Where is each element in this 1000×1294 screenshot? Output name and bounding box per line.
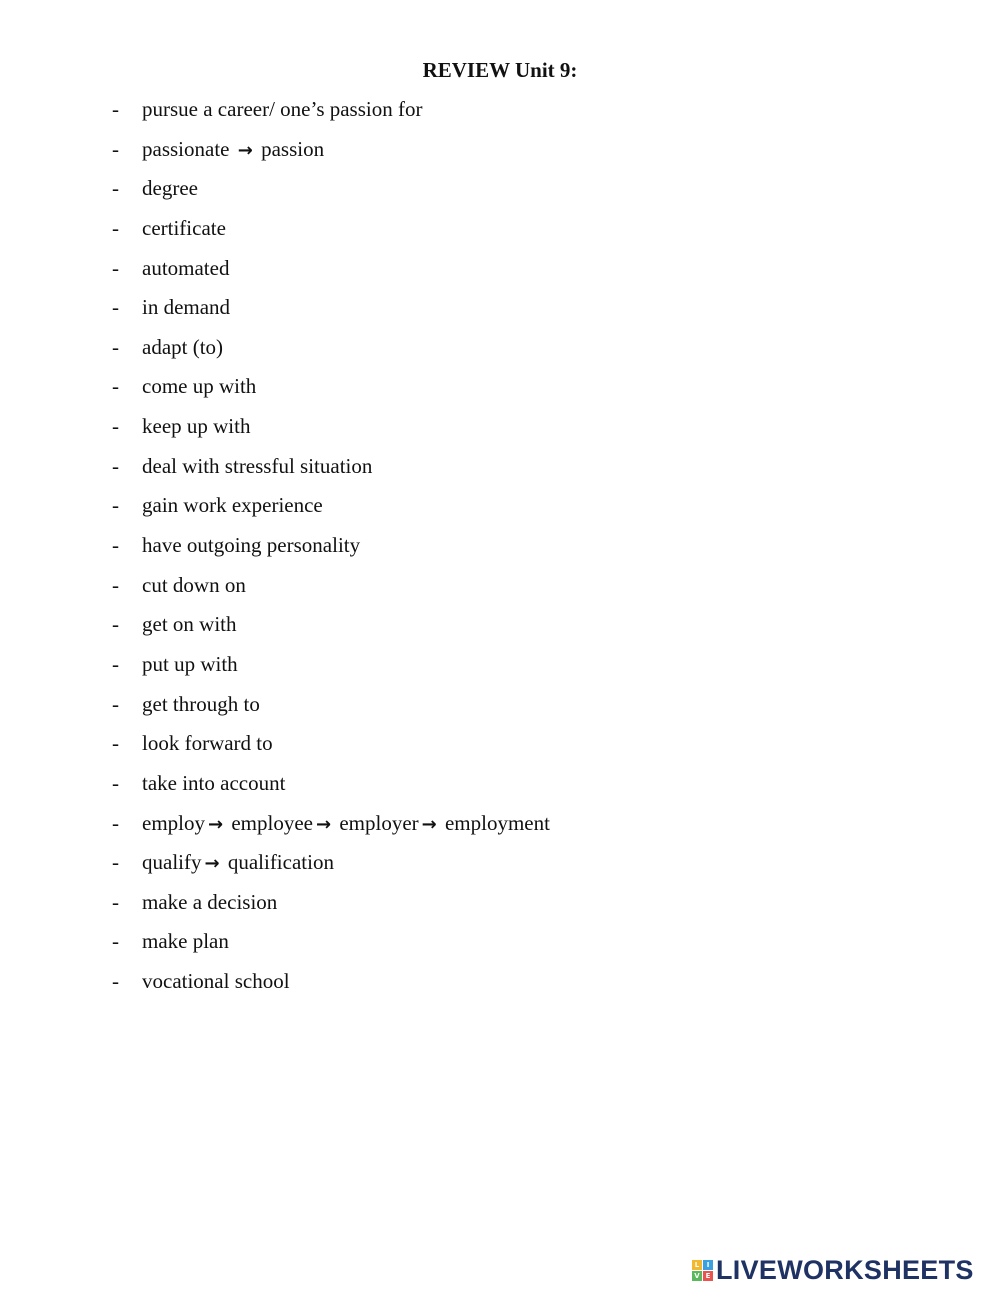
list-item — [112, 691, 550, 731]
list-item-part: deal with stressful situation — [142, 453, 373, 478]
list-item-part: adapt (to) — [142, 334, 224, 359]
list-item-part: put up with — [142, 651, 238, 676]
list-item-text — [142, 651, 238, 677]
bullet-dash: - — [112, 97, 119, 121]
logo-square: V — [692, 1271, 702, 1281]
list-item — [112, 611, 550, 651]
list-item-part: qualification — [222, 850, 334, 875]
list-item-part: certificate — [142, 215, 226, 240]
list-item — [112, 96, 550, 136]
list-item — [112, 255, 550, 295]
list-item-part: get through to — [142, 691, 260, 716]
list-item-text — [142, 294, 230, 320]
list-item-part: qualify — [142, 850, 202, 875]
list-item-part: cut down on — [142, 572, 246, 597]
list-item-text — [142, 334, 223, 360]
list-item-part: passionate — [142, 136, 235, 161]
list-item — [112, 810, 550, 850]
arrow-right-icon: → — [421, 813, 437, 835]
logo-square: L — [692, 1260, 702, 1270]
list-item — [112, 889, 550, 929]
logo-text: LIVEWORKSHEETS — [716, 1254, 974, 1285]
list-item — [112, 175, 550, 215]
list-item-part: vocational school — [142, 969, 290, 994]
list-item-part: have outgoing personality — [142, 533, 361, 558]
list-item-text — [142, 373, 256, 399]
list-item-text — [142, 572, 246, 598]
logo-square: I — [703, 1260, 713, 1270]
list-item-text — [142, 928, 229, 954]
list-item-text — [142, 770, 285, 796]
arrow-right-icon: → — [204, 853, 220, 875]
list-item-text — [142, 810, 550, 838]
bullet-dash: - — [112, 295, 119, 320]
logo-mark-icon — [692, 1260, 713, 1281]
list-item-text — [142, 492, 323, 518]
list-item-text — [142, 889, 277, 915]
list-item — [112, 849, 550, 889]
list-item-text — [142, 215, 226, 241]
bullet-dash: - — [112, 572, 119, 597]
list-item-text — [142, 413, 250, 439]
bullet-dash: - — [112, 770, 119, 795]
list-item-text — [142, 175, 198, 201]
list-item-text — [142, 136, 324, 164]
list-item — [112, 373, 550, 413]
bullet-dash: - — [112, 810, 119, 835]
list-item — [112, 136, 550, 176]
list-item-part: employer — [334, 810, 419, 835]
list-item — [112, 968, 550, 1008]
list-item-part: employment — [439, 810, 550, 835]
list-item-part: make a decision — [142, 889, 278, 914]
bullet-dash: - — [112, 691, 119, 716]
bullet-dash: - — [112, 493, 119, 518]
list-item-part: make plan — [142, 929, 229, 954]
list-item-text — [142, 691, 260, 717]
bullet-dash: - — [112, 929, 119, 954]
list-item-part: get on with — [142, 612, 237, 637]
logo-square: E — [703, 1271, 713, 1281]
list-item — [112, 928, 550, 968]
arrow-right-icon: → — [208, 813, 224, 835]
bullet-dash: - — [112, 176, 119, 201]
list-item-part: automated — [142, 255, 230, 280]
bullet-dash: - — [112, 731, 119, 756]
list-item — [112, 453, 550, 493]
list-item-text — [142, 730, 273, 756]
vocabulary-list — [112, 96, 550, 1008]
list-item-part: look forward to — [142, 731, 273, 756]
bullet-dash: - — [112, 533, 119, 558]
bullet-dash: - — [112, 651, 119, 676]
list-item-part: degree — [142, 176, 198, 201]
bullet-dash: - — [112, 969, 119, 994]
list-item — [112, 572, 550, 612]
list-item — [112, 334, 550, 374]
bullet-dash: - — [112, 136, 119, 161]
bullet-dash: - — [112, 612, 119, 637]
bullet-dash: - — [112, 334, 119, 359]
list-item — [112, 730, 550, 770]
list-item-part: keep up with — [142, 414, 251, 439]
arrow-right-icon: → — [315, 813, 332, 835]
bullet-dash: - — [112, 850, 119, 875]
list-item — [112, 651, 550, 691]
list-item-text — [142, 611, 237, 637]
list-item-text — [142, 532, 360, 558]
bullet-dash: - — [112, 889, 119, 914]
list-item-text — [142, 849, 334, 877]
list-item-part: gain work experience — [142, 493, 323, 518]
bullet-dash: - — [112, 215, 119, 240]
list-item-part: come up with — [142, 374, 257, 399]
list-item — [112, 215, 550, 255]
list-item — [112, 770, 550, 810]
bullet-dash: - — [112, 374, 119, 399]
list-item — [112, 492, 550, 532]
list-item-text — [142, 453, 372, 479]
list-item — [112, 294, 550, 334]
bullet-dash: - — [112, 255, 119, 280]
bullet-dash: - — [112, 414, 119, 439]
list-item-part: employ — [142, 810, 205, 835]
arrow-right-icon: → — [237, 139, 253, 161]
list-item-text — [142, 968, 290, 994]
list-item-part: take into account — [142, 770, 286, 795]
page-title: REVIEW Unit 9: — [422, 58, 578, 82]
list-item-text — [142, 96, 422, 122]
list-item-part: employee — [226, 810, 313, 835]
bullet-dash: - — [112, 453, 119, 478]
list-item — [112, 532, 550, 572]
list-item-text — [142, 255, 229, 281]
list-item-part: in demand — [142, 295, 231, 320]
list-item-part: pursue a career/ one’s passion for — [142, 97, 423, 121]
liveworksheets-logo — [692, 1254, 974, 1286]
list-item-part: passion — [255, 136, 325, 161]
list-item — [112, 413, 550, 453]
